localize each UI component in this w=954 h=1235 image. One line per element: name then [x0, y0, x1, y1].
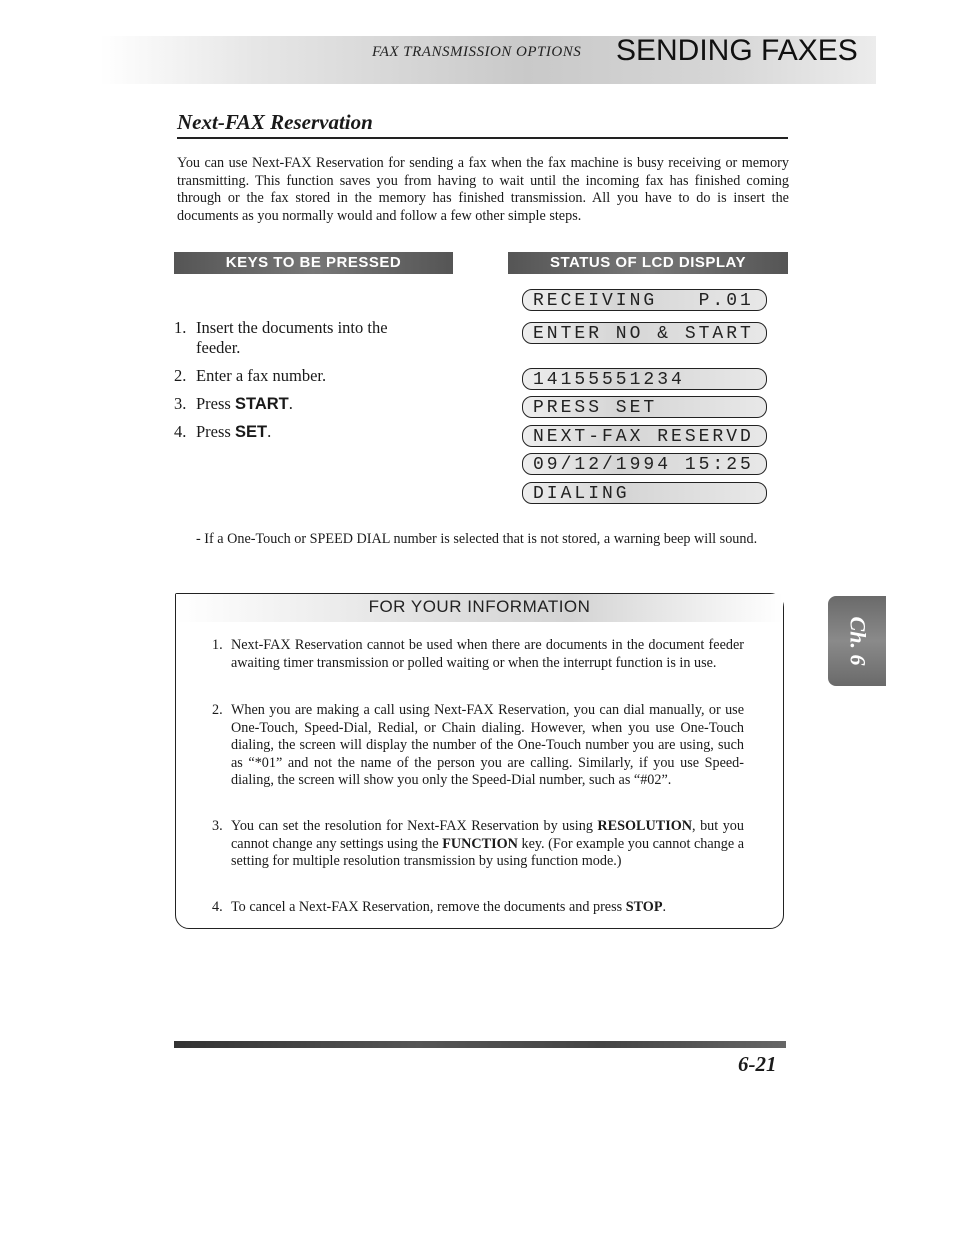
- info-title: FOR YOUR INFORMATION: [368, 597, 591, 616]
- info-item-text: [212, 899, 744, 917]
- info-item-number: 3.: [212, 818, 223, 834]
- info-item-1: [212, 637, 744, 672]
- step-text: Press: [196, 394, 235, 413]
- lcd-display-2: ENTER NO & START: [522, 322, 767, 344]
- info-item-text: Next-FAX Reservation cannot be used when there are documents in the document feeder awaiting timer transmission or polled waiting or when the interrupt function is in use.: [231, 637, 744, 671]
- step-1: [174, 318, 388, 358]
- section-title: Next-FAX Reservation: [177, 110, 373, 134]
- info-item-number: 1.: [212, 637, 223, 653]
- step-number: 2.: [174, 366, 187, 385]
- info-item-4: [212, 899, 744, 917]
- step-text: Insert the documents into the: [196, 318, 388, 337]
- step-3: [174, 394, 293, 414]
- info-text-part: , but you cannot change any settings using the: [231, 818, 744, 852]
- lcd-display-1: RECEIVING P.01: [522, 289, 767, 311]
- info-item-number: 2.: [212, 702, 223, 718]
- lcd-display-6: 09/12/1994 15:25: [522, 453, 767, 475]
- stop-key-label: STOP: [625, 899, 663, 915]
- lcd-display-4: PRESS SET: [522, 396, 767, 418]
- header-chapter-title: SENDING FAXES: [616, 34, 858, 67]
- step-2: [174, 366, 326, 386]
- chapter-tab-label: Ch. 6: [844, 616, 870, 666]
- intro-paragraph: You can use Next-FAX Reservation for sending a fax when the fax machine is busy receiving or memory transmitting. This function saves you from having to wait until the incoming fax has finished coming through or the fax stored in the memory has finished transmission. All you have to do is insert the documents as you normally would and follow a few other simple steps.: [177, 155, 789, 224]
- lcd-status-header: STATUS OF LCD DISPLAY: [508, 252, 788, 274]
- set-key-label: SET: [234, 423, 268, 441]
- function-key-label: FUNCTION: [442, 835, 518, 852]
- info-text-part: You can set the resolution for Next-FAX Reservation by using: [231, 818, 598, 834]
- info-item-2: [212, 702, 744, 790]
- info-text-part: To cancel a Next-FAX Reservation, remove the documents and press: [231, 899, 626, 915]
- lcd-display-5: NEXT-FAX RESERVD: [522, 425, 767, 447]
- page-number: 6-21: [738, 1052, 777, 1076]
- info-item-text: [212, 818, 744, 871]
- info-item-text: When you are making a call using Next-FAX Reservation, you can dial manually, or use One-Touch, Speed-Dial, Redial, or Chain dialing. However, when you use One-Touch dialing, the screen will display the number of the One-Touch number you are using, such as “*01” and not the name of the person you are calling. Similarly, if you use Speed- dialing, the screen will show you only the Speed-Dial number, such as “#02”.: [231, 702, 744, 788]
- footer-rule: [174, 1041, 786, 1048]
- title-divider: [177, 137, 788, 139]
- lcd-display-3: 14155551234: [522, 368, 767, 390]
- header-section-label: FAX TRANSMISSION OPTIONS: [372, 44, 582, 60]
- resolution-key-label: RESOLUTION: [597, 818, 693, 834]
- lcd-display-7: DIALING: [522, 482, 767, 504]
- step-suffix: .: [267, 422, 272, 441]
- step-number: 4.: [174, 422, 187, 441]
- step-number: 1.: [174, 318, 187, 337]
- start-key-label: START: [234, 395, 289, 413]
- keys-to-be-pressed-header: KEYS TO BE PRESSED: [174, 252, 453, 274]
- info-item-number: 4.: [212, 899, 223, 915]
- step-number: 3.: [174, 394, 187, 413]
- chapter-tab: [828, 596, 886, 686]
- step-text: Press: [196, 422, 235, 441]
- step-text-continued: feeder.: [196, 338, 241, 357]
- step-text: Enter a fax number.: [196, 366, 327, 385]
- step-suffix: .: [288, 394, 293, 413]
- info-item-3: [212, 818, 744, 871]
- info-text-part: key. (For example you cannot change a setting for multiple resolution transmission by using function mode.): [231, 835, 744, 869]
- step-4: [174, 422, 271, 442]
- warning-note: - If a One-Touch or SPEED DIAL number is selected that is not stored, a warning beep will sound.: [196, 531, 758, 547]
- info-text-part: .: [662, 899, 667, 915]
